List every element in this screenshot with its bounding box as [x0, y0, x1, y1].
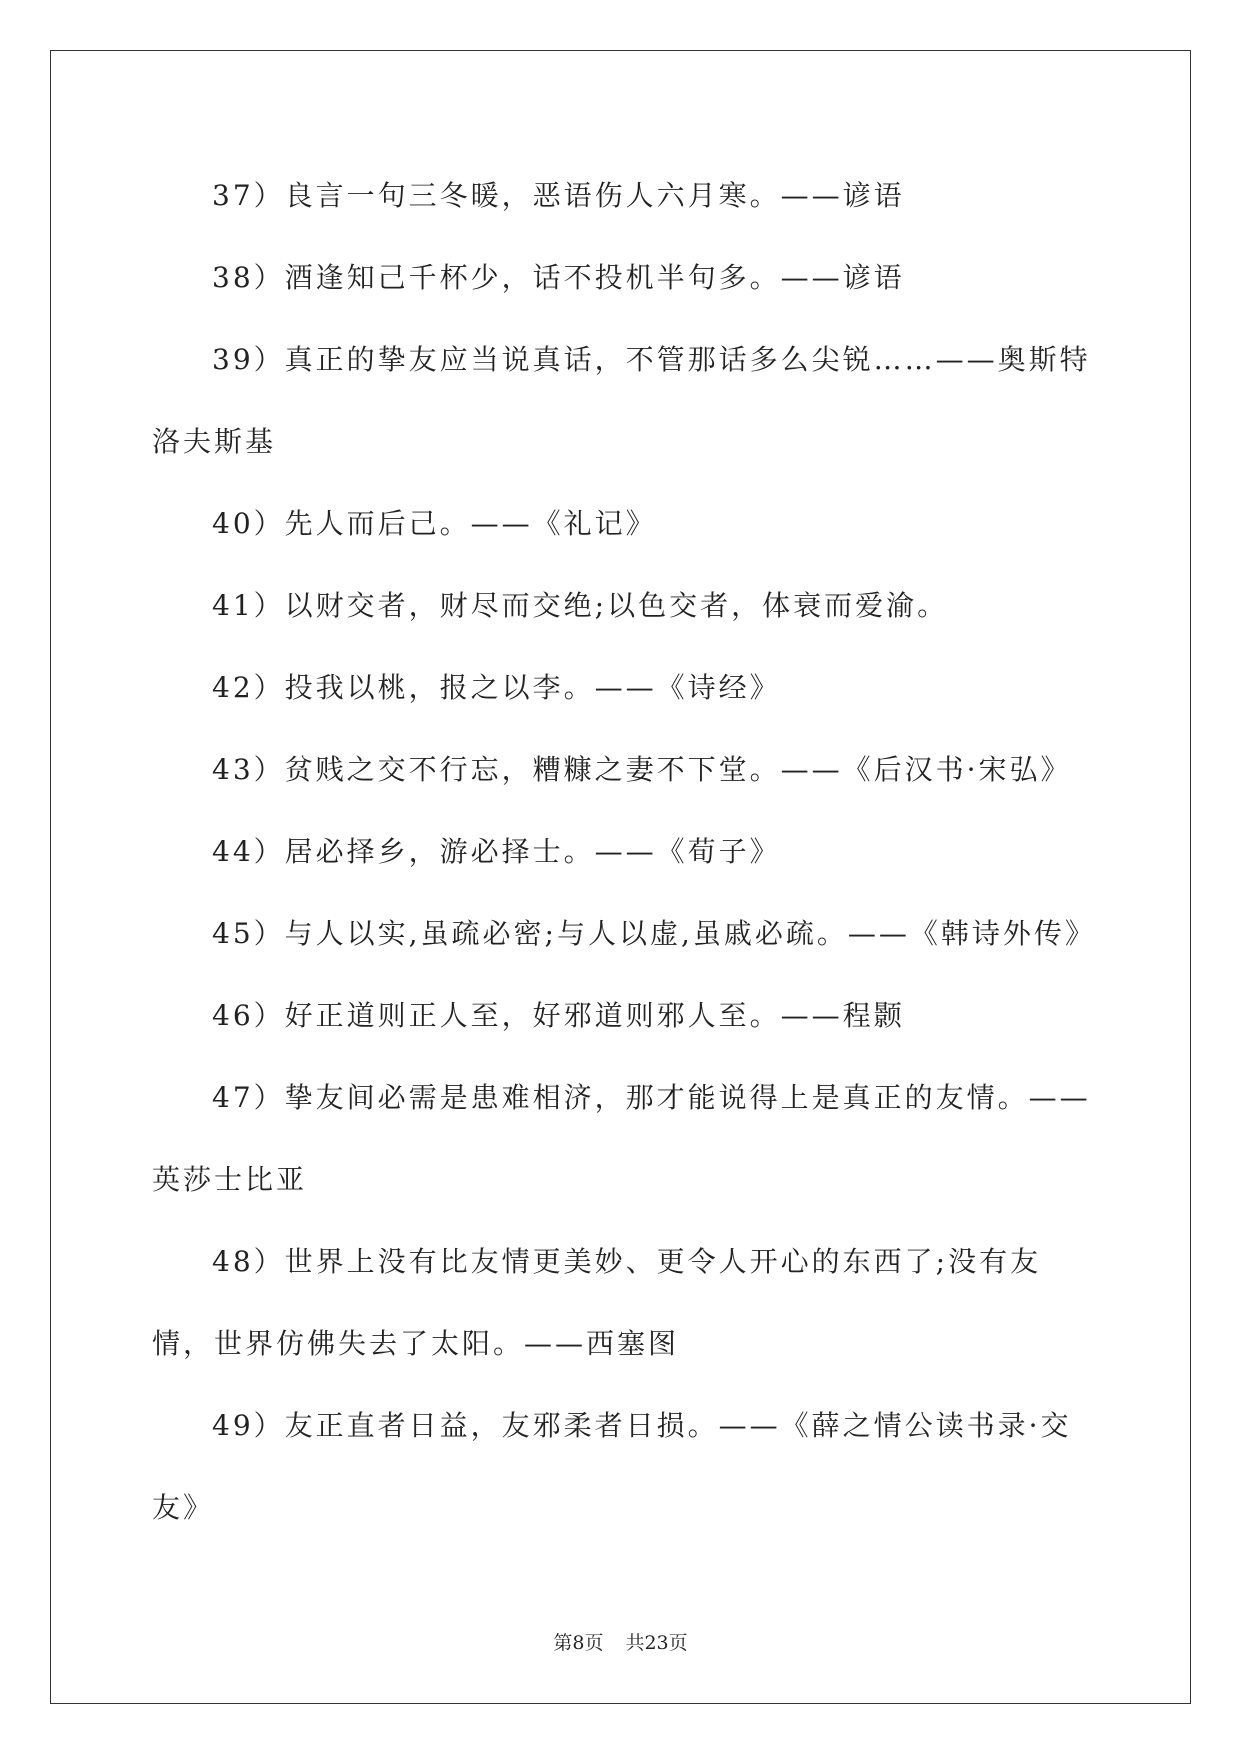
quote-41: 41）以财交者，财尽而交绝;以色交者，体衰而爱渝。 [212, 589, 949, 622]
quote-39: 39）真正的挚友应当说真话，不管那话多么尖锐……——奥斯特洛夫斯基 [152, 343, 1091, 458]
quote-40: 40）先人而后己。——《礼记》 [212, 507, 657, 540]
page-number: 第8页 [553, 1632, 604, 1654]
page-footer [0, 1628, 1241, 1655]
quote-44: 44）居必择乡，游必择士。——《荀子》 [212, 835, 781, 868]
quote-37: 37）良言一句三冬暖，恶语伤人六月寒。——谚语 [212, 179, 905, 212]
page-total: 共23页 [625, 1632, 688, 1654]
quote-46: 46）好正道则正人至，好邪道则邪人至。——程颢 [212, 999, 905, 1032]
quote-47: 47）挚友间必需是患难相济，那才能说得上是真正的友情。——英莎士比亚 [152, 1081, 1091, 1196]
quote-42: 42）投我以桃，报之以李。——《诗经》 [212, 671, 781, 704]
quote-38: 38）酒逢知己千杯少，话不投机半句多。——谚语 [212, 261, 905, 294]
quote-48: 48）世界上没有比友情更美妙、更令人开心的东西了;没有友情，世界仿佛失去了太阳。——西塞图 [152, 1245, 1042, 1360]
quote-43: 43）贫贱之交不行忘，糟糠之妻不下堂。——《后汉书·宋弘》 [212, 753, 1072, 786]
quote-45: 45）与人以实,虽疏必密;与人以虚,虽戚必疏。——《韩诗外传》 [212, 917, 1096, 950]
document-body [152, 155, 1096, 1549]
quote-49: 49）友正直者日益，友邪柔者日损。——《薛之情公读书录·交友》 [152, 1409, 1072, 1524]
